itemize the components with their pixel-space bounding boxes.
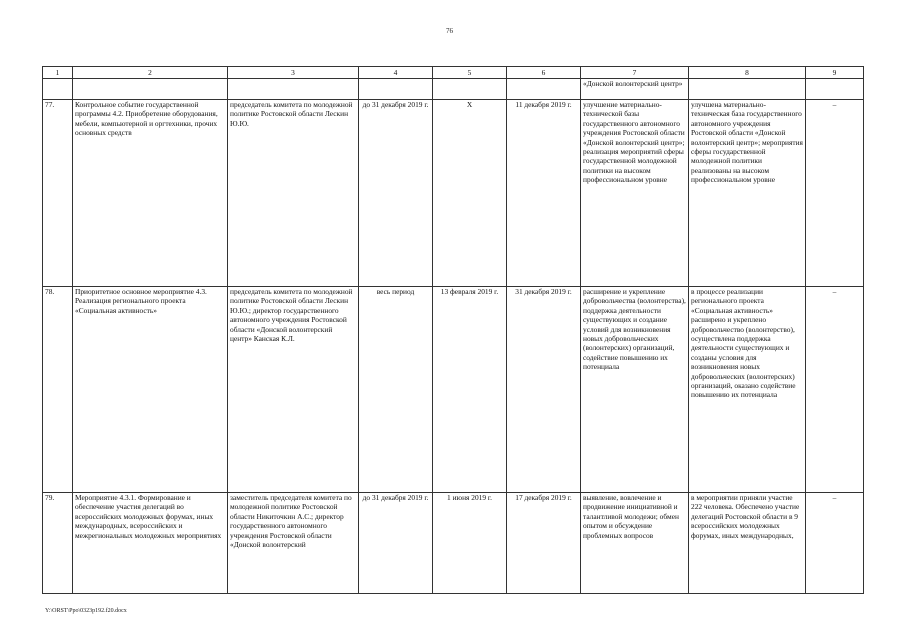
header-row: [43, 67, 864, 79]
note: –: [806, 493, 864, 594]
responsible: председатель комитета по молодежной политике Ростовской области Лескин Ю.Ю.: [228, 100, 359, 287]
actual-end: 11 декабря 2019 г.: [507, 100, 581, 287]
actual-start: 13 февраля 2019 г.: [433, 287, 507, 493]
responsible: заместитель председателя комитета по молодежной политике Ростовской области Никиточкин А.С.; директор государственного автономного учреждения Ростовской области «Донской волонтерский: [228, 493, 359, 594]
continuation-row: [43, 79, 864, 100]
report-table: [42, 66, 864, 594]
column-header: 8: [689, 67, 806, 79]
note: –: [806, 287, 864, 493]
row-number: 78.: [43, 287, 73, 493]
expected-result: улучшение материально-технической базы государственного автономного учреждения Ростовской области «Донской волонтерский центр»; реализация мероприятий сферы государственной молодежной политики на высоком профессиональном уровне: [581, 100, 689, 287]
expected-result: выявление, вовлечение и продвижение инициативной и талантливой молодежи; обмен опытом и обсуждение проблемных вопросов: [581, 493, 689, 594]
column-header: 9: [806, 67, 864, 79]
column-header: 3: [228, 67, 359, 79]
column-header: 4: [359, 67, 433, 79]
activity-name: Приоритетное основное мероприятие 4.3. Реализация регионального проекта «Социальная активность»: [73, 287, 228, 493]
responsible: председатель комитета по молодежной политике Ростовской области Лескин Ю.Ю.; директор государственного автономного учреждения Ростовской области «Донской волонтерский центр» Канская К.Л.: [228, 287, 359, 493]
actual-result: в процессе реализации регионального проекта «Социальная активность» расширено и укреплено добровольчество (волонтерство), осуществлена поддержка деятельности существующих и созданы условия для возникновения новых добровольческих (волонтерских) организаций, оказано содействие повышению их потенциала: [689, 287, 806, 493]
page-number: 76: [446, 27, 453, 35]
actual-end: 17 декабря 2019 г.: [507, 493, 581, 594]
expected-result: расширение и укрепление добровольчества (волонтерства), поддержка деятельности существующих и создание условий для возникновения новых добровольческих (волонтерских) организаций, содействие повышению их потенциала: [581, 287, 689, 493]
planned-date: весь период: [359, 287, 433, 493]
actual-result: улучшена материально-техническая база государственного автономного учреждения Ростовской области «Донской волонтерский центр»; мероприятия сферы государственной молодежной политики реализованы на высоком профессиональном уровне: [689, 100, 806, 287]
actual-result: в мероприятии приняли участие 222 человека. Обеспечено участие делегаций Ростовской области в 9 всероссийских молодежных форумах, иных международных,: [689, 493, 806, 594]
column-header: 7: [581, 67, 689, 79]
column-header: 5: [433, 67, 507, 79]
row-number: 79.: [43, 493, 73, 594]
activity-name: Контрольное событие государственной программы 4.2. Приобретение оборудования, мебели, компьютерной и оргтехники, прочих основных средств: [73, 100, 228, 287]
column-header: 6: [507, 67, 581, 79]
footer-file-path: Y:\ORST\Ppo\0323p192.f20.docx: [45, 608, 127, 614]
actual-start: 1 июня 2019 г.: [433, 493, 507, 594]
planned-date: до 31 декабря 2019 г.: [359, 493, 433, 594]
note: –: [806, 100, 864, 287]
table-row: [43, 100, 864, 287]
continuation-text: «Донской волонтерский центр»: [581, 79, 689, 100]
planned-date: до 31 декабря 2019 г.: [359, 100, 433, 287]
row-number: 77.: [43, 100, 73, 287]
column-header: 1: [43, 67, 73, 79]
table-row: [43, 493, 864, 594]
actual-end: 31 декабря 2019 г.: [507, 287, 581, 493]
activity-name: Мероприятие 4.3.1. Формирование и обеспечение участия делегаций во всероссийских молодежных форумах, иных международных, всероссийских и межрегиональных молодежных мероприятиях: [73, 493, 228, 594]
table-row: [43, 287, 864, 493]
actual-start: Х: [433, 100, 507, 287]
column-header: 2: [73, 67, 228, 79]
